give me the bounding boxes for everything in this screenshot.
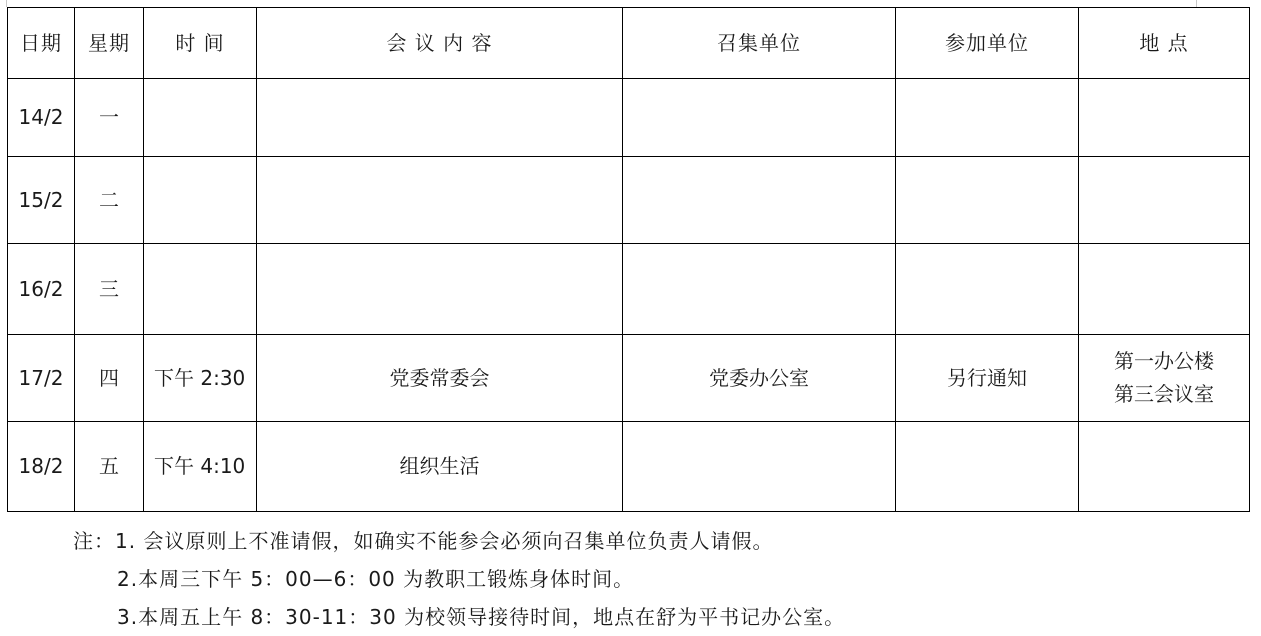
header-participants: 参加单位 bbox=[896, 8, 1079, 79]
cell-location bbox=[1079, 422, 1250, 512]
note-line-2: 2.本周三下午 5：00—6：00 为教职工锻炼身体时间。 bbox=[117, 567, 635, 591]
cell-date: 17/2 bbox=[8, 335, 75, 422]
header-weekday: 星期 bbox=[75, 8, 144, 79]
cell-location bbox=[1079, 244, 1250, 335]
note-line-1: 注：1. 会议原则上不准请假，如确实不能参会必须向召集单位负责人请假。 bbox=[73, 529, 774, 553]
table-row bbox=[8, 79, 1250, 157]
meeting-schedule-table bbox=[7, 7, 1250, 512]
cell-content: 党委常委会 bbox=[257, 335, 623, 422]
table-row bbox=[8, 244, 1250, 335]
cell-location bbox=[1079, 335, 1250, 422]
crop-mark-left bbox=[6, 0, 7, 7]
cell-organizer bbox=[623, 244, 896, 335]
cell-time: 下午 4:10 bbox=[144, 422, 257, 512]
cell-time: 下午 2:30 bbox=[144, 335, 257, 422]
cell-date: 18/2 bbox=[8, 422, 75, 512]
header-organizer: 召集单位 bbox=[623, 8, 896, 79]
header-location: 地 点 bbox=[1079, 8, 1250, 79]
cell-content bbox=[257, 157, 623, 244]
cell-organizer bbox=[623, 79, 896, 157]
cell-content: 组织生活 bbox=[257, 422, 623, 512]
cell-time bbox=[144, 244, 257, 335]
table-row bbox=[8, 157, 1250, 244]
crop-mark-right bbox=[1196, 0, 1197, 7]
table-header-row bbox=[8, 8, 1250, 79]
header-time: 时 间 bbox=[144, 8, 257, 79]
table-row bbox=[8, 422, 1250, 512]
cell-date: 14/2 bbox=[8, 79, 75, 157]
cell-time bbox=[144, 79, 257, 157]
cell-weekday: 二 bbox=[75, 157, 144, 244]
cell-participants: 另行通知 bbox=[896, 335, 1079, 422]
cell-organizer: 党委办公室 bbox=[623, 335, 896, 422]
cell-participants bbox=[896, 422, 1079, 512]
cell-weekday: 五 bbox=[75, 422, 144, 512]
table-row bbox=[8, 335, 1250, 422]
cell-organizer bbox=[623, 157, 896, 244]
cell-time bbox=[144, 157, 257, 244]
cell-location bbox=[1079, 79, 1250, 157]
cell-participants bbox=[896, 79, 1079, 157]
cell-participants bbox=[896, 157, 1079, 244]
cell-content bbox=[257, 244, 623, 335]
schedule-notes bbox=[73, 522, 845, 636]
header-date: 日期 bbox=[8, 8, 75, 79]
cell-weekday: 四 bbox=[75, 335, 144, 422]
cell-organizer bbox=[623, 422, 896, 512]
cell-date: 15/2 bbox=[8, 157, 75, 244]
location-line: 第三会议室 bbox=[1114, 382, 1214, 406]
cell-content bbox=[257, 79, 623, 157]
location-line: 第一办公楼 bbox=[1114, 349, 1214, 373]
note-line-3: 3.本周五上午 8：30-11：30 为校领导接待时间，地点在舒为平书记办公室。 bbox=[117, 605, 846, 629]
cell-location bbox=[1079, 157, 1250, 244]
cell-weekday: 三 bbox=[75, 244, 144, 335]
cell-participants bbox=[896, 244, 1079, 335]
header-content: 会 议 内 容 bbox=[257, 8, 623, 79]
cell-weekday: 一 bbox=[75, 79, 144, 157]
cell-date: 16/2 bbox=[8, 244, 75, 335]
